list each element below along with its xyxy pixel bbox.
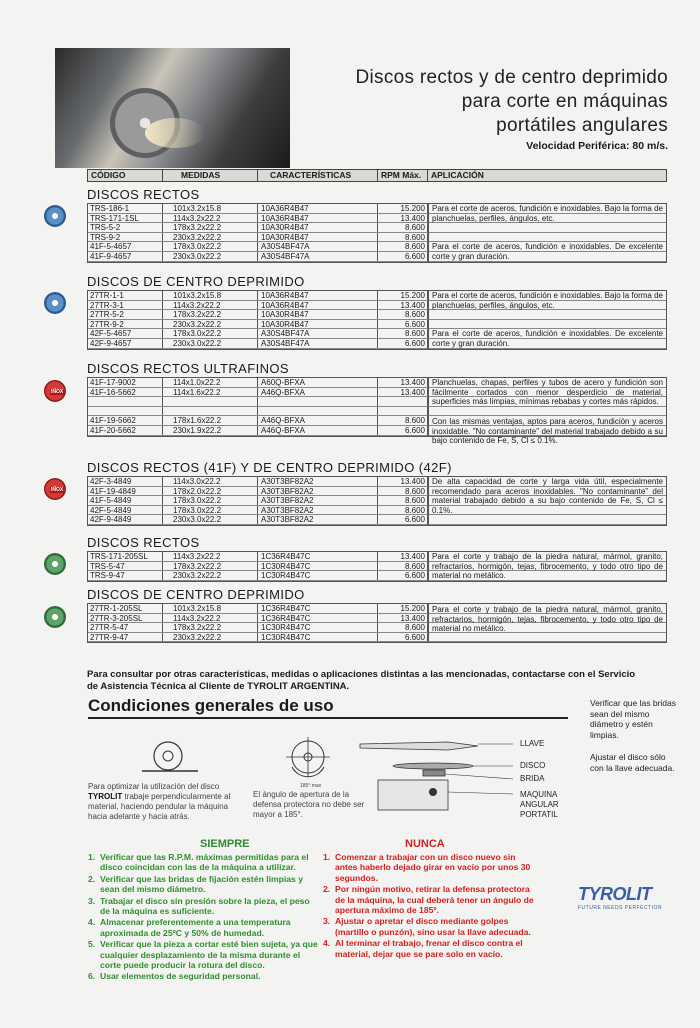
cell-code: 27TR-3-1: [88, 301, 163, 310]
cell-code: 41F-20-5662: [88, 426, 163, 435]
application-text: Para el corte de aceros, fundición e inoxidables. De excelente corte y gran duración.: [432, 329, 663, 348]
heading-line-1: Discos rectos y de centro deprimido: [355, 67, 668, 88]
cell-code: 27TR-9-2: [88, 320, 163, 329]
blue-disc-icon: [44, 205, 66, 227]
cell-size: 230x3.0x22.2: [163, 515, 258, 524]
cell-size: 178x3.0x22.2: [163, 329, 258, 338]
cell-spec: [258, 397, 378, 406]
cell-rpm: 8.600: [378, 562, 428, 571]
cell-code: 41F-5-4657: [88, 242, 163, 251]
cell-rpm: 6.600: [378, 320, 428, 329]
list-item: 1. Comenzar a trabajar con un disco nuevo sin antes haberlo dejado girar en vacío por unos 30 segundos.: [323, 852, 531, 883]
section-title: DISCOS RECTOS: [87, 535, 200, 550]
cell-rpm: 8.600: [378, 329, 428, 338]
label-maquina: MAQUINA ANGULAR PORTATIL: [520, 790, 559, 819]
list-item: 2. Verificar que las bridas de fijación estén limpias y sean del mismo diámetro.: [88, 873, 303, 895]
list-item: 2. Por ningún motivo, retirar la defensa protectora de la máquina, la cual deberá tener un ángulo de apertura máximo de 185º.: [323, 884, 534, 916]
cell-size: 178x1.6x22.2: [163, 416, 258, 425]
cell-size: 178x3.0x22.2: [163, 242, 258, 251]
cell-spec: 10A36R4B47: [258, 291, 378, 300]
application-text: Para el corte de aceros, fundición e inoxidables. De excelente corte y gran duración.: [432, 242, 663, 261]
cell-rpm: 8.600: [378, 487, 428, 496]
cell-spec: 10A30R4B47: [258, 310, 378, 319]
application-text: De alta capacidad de corte y larga vida útil, especialmente recomendado para aceros inoxidables. "No contaminante" del material trabajado debido a su bajo contenido de Fe, S, Cl ≤ 0.1%.: [432, 477, 663, 515]
list-item-text: Trabajar el disco sin presión sobre la pieza, el peso de la máquina es suficiente.: [100, 895, 310, 917]
inox-badge: INOX: [51, 487, 64, 493]
cell-size: 230x3.2x22.2: [163, 320, 258, 329]
sparks-image: [145, 118, 205, 148]
cell-rpm: 13.400: [378, 388, 428, 397]
guard-angle-diagram: [278, 735, 348, 783]
siempre-list: [88, 852, 318, 983]
cell-spec: A30T3BF82A2: [258, 515, 378, 524]
cell-spec: A46Q-BFXA: [258, 388, 378, 397]
cell-code: 42F-5-4657: [88, 329, 163, 338]
cell-code: [88, 397, 163, 406]
application-text: Planchuelas, chapas, perfiles y tubos de acero y fundición son fácilmente cortados con menor desperdicio de material, superficies más limpias, mínimas rebabas y cortes más rápidos.: [432, 378, 663, 407]
cell-spec: A30T3BF82A2: [258, 496, 378, 505]
cell-spec: 1C30R4B47C: [258, 623, 378, 632]
list-item-text: Por ningún motivo, retirar la defensa protectora de la máquina, la cual deberá tener un ángulo de apertura máximo de 185º.: [335, 884, 534, 916]
cell-rpm: 8.600: [378, 496, 428, 505]
cell-spec: 10A36R4B47: [258, 204, 378, 213]
cell-size: [163, 407, 258, 416]
cell-size: 101x3.2x15.8: [163, 204, 258, 213]
grinder-assembly-diagram: [358, 732, 523, 827]
cell-spec: 10A30R4B47: [258, 320, 378, 329]
logo-tagline: FUTURE NEEDS PERFECTION: [578, 905, 663, 911]
list-item: 6. Usar elementos de seguridad personal.: [88, 971, 261, 982]
cell-spec: A30T3BF82A2: [258, 506, 378, 515]
section-title: DISCOS DE CENTRO DEPRIMIDO: [87, 587, 305, 602]
nunca-list: [323, 852, 538, 960]
cell-code: 42F-9-4849: [88, 515, 163, 524]
conditions-title: Condiciones generales de uso: [88, 696, 334, 715]
col-caracteristicas: CARACTERÍSTICAS: [258, 170, 378, 181]
perpendicular-caption: [88, 782, 248, 822]
application-column: [428, 378, 666, 446]
contact-note: Para consultar por otras características, medidas o aplicaciones distintas a las mencionadas, contactarse con el Servicio de Asistencia Técnica al Cliente de TYROLIT ARGENTINA.: [87, 669, 636, 692]
section-table: [87, 603, 667, 643]
cell-code: 41F-17-9002: [88, 378, 163, 387]
list-item-text: Verificar que las bridas de fijación estén limpias y sean del mismo diámetro.: [100, 873, 303, 895]
cell-rpm: 8.600: [378, 233, 428, 242]
col-codigo: CÓDIGO: [88, 170, 163, 181]
cell-spec: 1C30R4B47C: [258, 633, 378, 642]
list-item-text: Ajustar o apretar el disco mediante golpes (martillo o punzón), sino usar la llave adecuada.: [335, 916, 531, 937]
cell-rpm: 13.400: [378, 614, 428, 623]
cell-size: 178x2.0x22.2: [163, 487, 258, 496]
heading-subtitle: Velocidad Periférica: 80 m/s.: [526, 140, 668, 152]
cell-size: 230x3.2x22.2: [163, 233, 258, 242]
label-disco: DISCO: [520, 761, 546, 770]
cell-code: 41F-19-4849: [88, 487, 163, 496]
label-brida: BRIDA: [520, 774, 545, 783]
cell-rpm: 13.400: [378, 214, 428, 223]
section-centro-deprimido: [87, 274, 667, 350]
tyrolit-logo: [578, 884, 662, 911]
cell-code: 41F-9-4657: [88, 252, 163, 261]
application-text: Con las mismas ventajas, aptos para aceros, fundición y aceros inoxidable. "No contaminante" del material trabajado debido a su bajo contenido de Fe, S, Cl ≤ 0.1%.: [432, 417, 663, 446]
cell-code: 42F-9-4657: [88, 339, 163, 348]
cell-spec: 1C30R4B47C: [258, 571, 378, 580]
cell-spec: A46Q-BFXA: [258, 426, 378, 435]
cell-code: 27TR-1-1: [88, 291, 163, 300]
cell-code: TRS-5-2: [88, 223, 163, 232]
list-item-text: Usar elementos de seguridad personal.: [100, 971, 261, 982]
angle-label: 185° max: [300, 783, 322, 789]
cell-size: 178x3.2x22.2: [163, 623, 258, 632]
cell-code: TRS-171-205SL: [88, 552, 163, 561]
application-text: Para el corte y trabajo de la piedra natural, mármol, granito, refractarios, hormigón, tejas, fibrocemento, y todo otro tipo de material no metálico.: [432, 605, 663, 634]
cell-spec: A30S4BF47A: [258, 329, 378, 338]
cell-spec: A30T3BF82A2: [258, 487, 378, 496]
section-title: DISCOS RECTOS ULTRAFINOS: [87, 361, 289, 376]
cell-spec: A46Q-BFXA: [258, 416, 378, 425]
cell-rpm: 6.600: [378, 339, 428, 348]
cell-spec: 1C36R4B47C: [258, 552, 378, 561]
cell-size: 178x3.2x22.2: [163, 310, 258, 319]
cell-size: 230x3.2x22.2: [163, 571, 258, 580]
section-discos-rectos-piedra: [87, 535, 667, 582]
cell-size: 230x3.2x22.2: [163, 633, 258, 642]
cell-size: 114x1.6x22.2: [163, 388, 258, 397]
cell-code: 41F-19-5662: [88, 416, 163, 425]
cell-rpm: 6.600: [378, 633, 428, 642]
cell-spec: A30S4BF47A: [258, 339, 378, 348]
cell-rpm: 6.600: [378, 515, 428, 524]
section-table: [87, 203, 667, 263]
list-item-text: Verificar que la pieza a cortar esté bien sujeta, ya que cualquier desplazamiento de la misma durante el corte puede producir la rotura del disco.: [100, 939, 318, 971]
section-title: DISCOS RECTOS: [87, 187, 200, 202]
cell-rpm: 8.600: [378, 310, 428, 319]
cell-rpm: [378, 407, 428, 416]
cell-code: 27TR-9-47: [88, 633, 163, 642]
col-rpm: RPM Máx.: [378, 170, 428, 181]
cell-size: 101x3.2x15.8: [163, 291, 258, 300]
cell-rpm: 13.400: [378, 378, 428, 387]
cell-code: TRS-171-1SL: [88, 214, 163, 223]
heading-line-2: para corte en máquinas: [461, 91, 668, 112]
nunca-title: NUNCA: [405, 838, 445, 850]
cell-code: TRS-9-47: [88, 571, 163, 580]
cell-spec: 10A30R4B47: [258, 223, 378, 232]
cell-rpm: 13.400: [378, 301, 428, 310]
cell-spec: A30T3BF82A2: [258, 477, 378, 486]
cell-rpm: 6.600: [378, 571, 428, 580]
cell-rpm: 15.200: [378, 204, 428, 213]
conditions-divider: [88, 717, 568, 719]
cell-spec: 10A30R4B47: [258, 233, 378, 242]
header-photo: [55, 48, 290, 168]
cell-rpm: 8.600: [378, 506, 428, 515]
cell-size: 178x3.0x22.2: [163, 506, 258, 515]
disc-position-diagram: [140, 737, 200, 779]
cell-spec: [258, 407, 378, 416]
cell-rpm: 8.600: [378, 416, 428, 425]
application-column: [428, 204, 666, 262]
list-item-text: Al terminar el trabajo, frenar el disco contra el material, dejar que se pare solo en vacío.: [335, 938, 523, 959]
list-item: 4. Al terminar el trabajo, frenar el disco contra el material, dejar que se pare solo en vacío.: [323, 938, 523, 959]
cell-size: 114x3.0x22.2: [163, 477, 258, 486]
cell-code: 27TR-3-205SL: [88, 614, 163, 623]
cell-size: [163, 397, 258, 406]
cell-code: 27TR-5-2: [88, 310, 163, 319]
cell-spec: 10A36R4B47: [258, 301, 378, 310]
cell-rpm: 8.600: [378, 242, 428, 251]
cell-spec: 1C36R4B47C: [258, 614, 378, 623]
cell-code: [88, 407, 163, 416]
note-llave: Ajustar el disco sólo con la llave adecuada.: [590, 752, 675, 773]
caption-brand: TYROLIT: [88, 792, 123, 801]
cell-code: TRS-186-1: [88, 204, 163, 213]
section-title: DISCOS DE CENTRO DEPRIMIDO: [87, 274, 305, 289]
application-column: [428, 604, 666, 642]
section-table: [87, 290, 667, 350]
cell-code: 27TR-1-205SL: [88, 604, 163, 613]
section-centro-deprimido-piedra: [87, 587, 667, 643]
guard-caption: El ángulo de apertura de la defensa protectora no debe ser mayor a 185°.: [253, 790, 365, 819]
heading-line-3: portátiles angulares: [496, 115, 668, 136]
list-item: 3. Ajustar o apretar el disco mediante golpes (martillo o punzón), sino usar la llave adecuada.: [323, 916, 531, 937]
cell-spec: 1C30R4B47C: [258, 562, 378, 571]
cell-size: 114x3.2x22.2: [163, 214, 258, 223]
list-item: 3. Trabajar el disco sin presión sobre la pieza, el peso de la máquina es suficiente.: [88, 895, 310, 917]
table-header: [87, 169, 667, 182]
section-table: [87, 551, 667, 582]
cell-size: 114x3.2x22.2: [163, 301, 258, 310]
application-column: [428, 552, 666, 581]
cell-size: 114x1.0x22.2: [163, 378, 258, 387]
section-title: DISCOS RECTOS (41F) Y DE CENTRO DEPRIMIDO (42F): [87, 460, 452, 475]
cell-code: 42F-5-4849: [88, 506, 163, 515]
cell-size: 178x3.2x22.2: [163, 562, 258, 571]
logo-wordmark: TYROLIT: [578, 884, 652, 904]
cell-rpm: 13.400: [378, 477, 428, 486]
page-heading: [355, 66, 668, 152]
cell-code: TRS-9-2: [88, 233, 163, 242]
cell-rpm: [378, 397, 428, 406]
label-llave: LLAVE: [520, 739, 545, 748]
section-ultrafinos: [87, 361, 667, 446]
cell-rpm: 6.600: [378, 426, 428, 435]
green-disc-icon: [44, 606, 66, 628]
caption-text: trabaje perpendicularmente al material, haciendo pendular la máquina hacia adelante y hacia atrás.: [88, 792, 231, 821]
cell-rpm: 8.600: [378, 623, 428, 632]
caption-text: Para optimizar la utilización del disco: [88, 782, 220, 791]
cell-code: 41F-5-4849: [88, 496, 163, 505]
cell-spec: A30S4BF47A: [258, 242, 378, 251]
list-item-text: Comenzar a trabajar con un disco nuevo sin antes haberlo dejado girar en vacío por unos 30 segundos.: [335, 852, 531, 883]
cell-size: 230x1.9x22.2: [163, 426, 258, 435]
note-bridas: Verificar que las bridas sean del mismo diámetro y estén limpias.: [590, 698, 676, 740]
cell-code: 42F-3-4849: [88, 477, 163, 486]
green-disc-icon: [44, 553, 66, 575]
cell-size: 230x3.0x22.2: [163, 339, 258, 348]
cell-rpm: 15.200: [378, 291, 428, 300]
cell-size: 114x3.2x22.2: [163, 614, 258, 623]
cell-rpm: 6.600: [378, 252, 428, 261]
blue-disc-icon: [44, 292, 66, 314]
cell-size: 114x3.2x22.2: [163, 552, 258, 561]
cell-spec: A30S4BF47A: [258, 252, 378, 261]
siempre-title: SIEMPRE: [200, 838, 250, 850]
cell-size: 178x3.0x22.2: [163, 496, 258, 505]
list-item: 5. Verificar que la pieza a cortar esté bien sujeta, ya que cualquier desplazamiento de la misma durante el corte puede producir la rotura del disco.: [88, 939, 318, 971]
col-aplicacion: APLICACIÓN: [431, 170, 484, 180]
cell-size: 230x3.0x22.2: [163, 252, 258, 261]
application-column: [428, 477, 666, 525]
section-discos-rectos: [87, 187, 667, 263]
cell-spec: 1C36R4B47C: [258, 604, 378, 613]
list-item: 4. Almacenar preferentemente a una temperatura aproximada de 25ºC y 50% de humedad.: [88, 917, 291, 938]
col-medidas: MEDIDAS: [163, 170, 258, 181]
cell-code: 41F-16-5662: [88, 388, 163, 397]
cell-size: 101x3.2x15.8: [163, 604, 258, 613]
list-item-text: Almacenar preferentemente a una temperatura aproximada de 25ºC y 50% de humedad.: [100, 917, 291, 938]
application-column: [428, 291, 666, 349]
application-text: Para el corte de aceros, fundición e inoxidables. Bajo la forma de planchuelas, perfiles, ángulos, etc.: [432, 291, 663, 310]
section-41f-42f: [87, 460, 667, 526]
cell-rpm: 13.400: [378, 552, 428, 561]
section-table: [87, 476, 667, 526]
cell-size: 178x3.2x22.2: [163, 223, 258, 232]
list-item: 1. Verificar que las R.P.M. máximas permitidas para el disco coincidan con las de la máquina a utilizar.: [88, 852, 309, 873]
section-table: [87, 377, 667, 446]
list-item-text: Verificar que las R.P.M. máximas permitidas para el disco coincidan con las de la máquina a utilizar.: [100, 852, 309, 873]
inox-badge: INOX: [51, 389, 64, 395]
cell-rpm: 8.600: [378, 223, 428, 232]
cell-code: TRS-5-47: [88, 562, 163, 571]
cell-spec: A60Q-BFXA: [258, 378, 378, 387]
cell-spec: 10A36R4B47: [258, 214, 378, 223]
cell-rpm: 15.200: [378, 604, 428, 613]
cell-code: 27TR-5-47: [88, 623, 163, 632]
application-text: Para el corte y trabajo de la piedra natural, mármol, granito, refractarios, hormigón, tejas, fibrocemento, y todo otro tipo de material no metálico.: [432, 552, 663, 581]
application-text: Para el corte de aceros, fundición e inoxidables. Bajo la forma de planchuelas, perfiles, ángulos, etc.: [432, 204, 663, 223]
